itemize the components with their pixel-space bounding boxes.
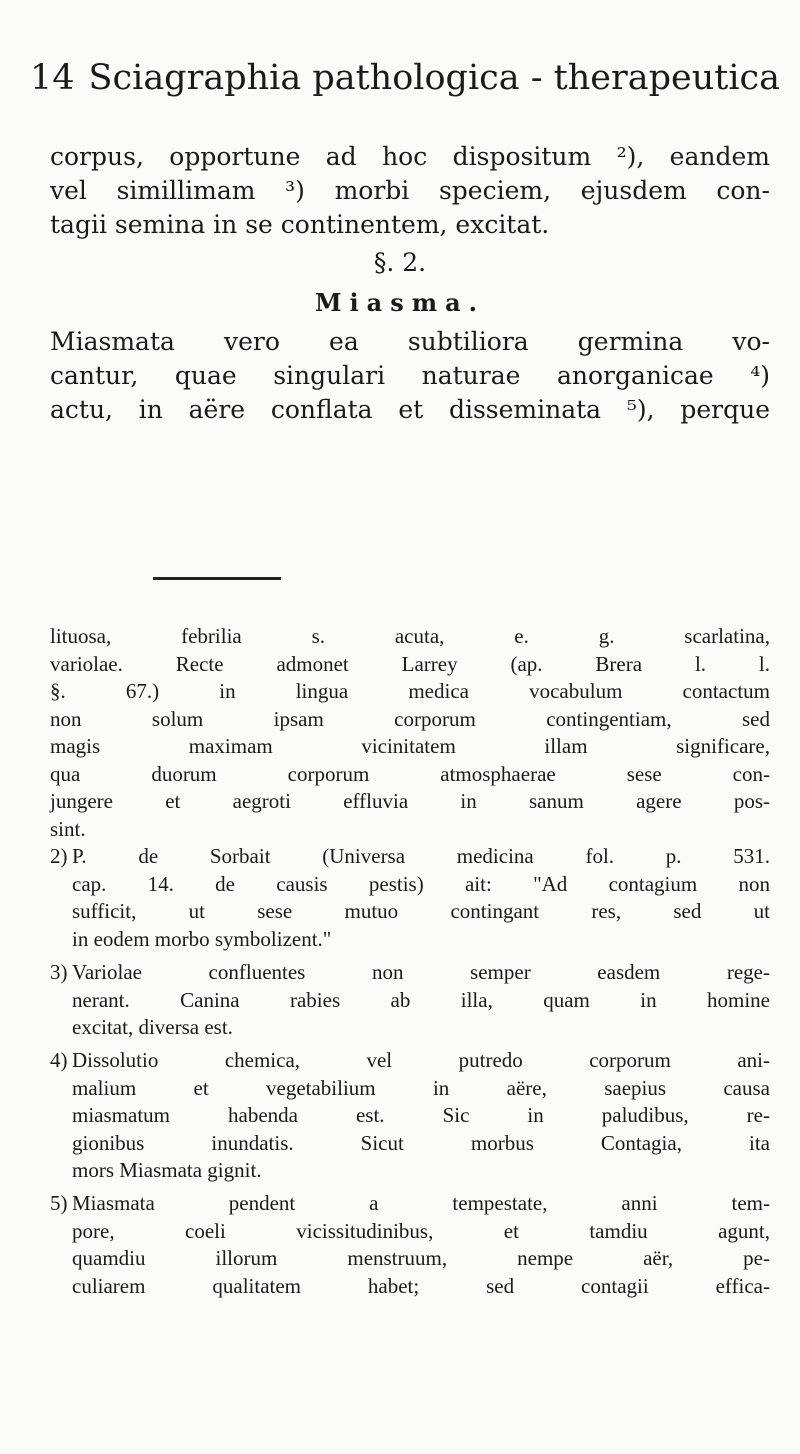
note-line: §. 67.) in lingua medica vocabulum contactum <box>50 679 770 703</box>
section-heading: Miasma. <box>314 288 486 317</box>
note-line: qua duorum corporum atmosphaerae sese con- <box>50 761 770 786</box>
paragraph-2 <box>50 325 770 427</box>
footnote-number: 5) <box>50 1191 68 1215</box>
note-line: jungere et aegroti effluvia in sanum agere pos- <box>50 789 770 813</box>
footnote-2 <box>50 843 770 953</box>
footnote-5 <box>50 1190 770 1300</box>
note-line: malium et vegetabilium in aëre, saepius causa <box>72 1075 770 1100</box>
running-title: Sciagraphia pathologica - therapeutica <box>88 58 780 98</box>
note-line: mors Miasmata gignit. <box>72 1158 262 1182</box>
text-line: Miasmata vero ea subtiliora germina vo- <box>50 327 770 356</box>
note-line: Variolae confluentes non semper easdem rege- <box>72 960 770 984</box>
note-line: quamdiu illorum menstruum, nempe aër, pe- <box>72 1246 770 1270</box>
note-line: cap. 14. de causis pestis) ait: "Ad contagium non <box>72 871 770 896</box>
note-line: sufficit, ut sese mutuo contingant res, sed ut <box>72 899 770 923</box>
note-line: P. de Sorbait (Universa medicina fol. p. 531. <box>72 844 770 868</box>
footnote-4 <box>50 1047 770 1185</box>
note-line: non solum ipsam corporum contingentiam, sed <box>50 706 770 731</box>
note-line: magis maximam vicinitatem illam significare, <box>50 734 770 758</box>
page-number: 14 <box>30 58 75 98</box>
note-line: sint. <box>50 816 86 841</box>
note-line: Miasmata pendent a tempestate, anni tem- <box>72 1191 770 1215</box>
footnote-separator <box>153 577 281 580</box>
section-sign: §. 2. <box>373 248 427 277</box>
note-line: gionibus inundatis. Sicut morbus Contagia, ita <box>72 1130 770 1155</box>
footnote-number: 4) <box>50 1048 68 1072</box>
footnote-number: 2) <box>50 844 68 868</box>
text-line: tagii semina in se continentem, excitat. <box>50 210 550 239</box>
note-line: pore, coeli vicissitudinibus, et tamdiu agunt, <box>72 1218 770 1243</box>
note-line: miasmatum habenda est. Sic in paludibus, re- <box>72 1103 770 1127</box>
text-line: actu, in aëre conflata et disseminata ⁵), perque <box>50 395 770 424</box>
note-line: excitat, diversa est. <box>72 1015 233 1039</box>
footnote-1-continued <box>50 623 770 843</box>
footnote-number: 3) <box>50 960 68 984</box>
text-line: vel simillimam ³) morbi speciem, ejusdem con- <box>50 176 770 205</box>
paragraph-1 <box>50 140 770 242</box>
note-line: culiarem qualitatem habet; sed contagii effica- <box>72 1273 770 1298</box>
note-line: lituosa, febrilia s. acuta, e. g. scarlatina, <box>50 624 770 648</box>
text-line: corpus, opportune ad hoc dispositum ²), eandem <box>50 142 770 171</box>
text-line: cantur, quae singulari naturae anorganicae ⁴) <box>50 361 770 390</box>
page-header <box>30 58 780 98</box>
note-line: in eodem morbo symbolizent." <box>72 926 332 951</box>
note-line: Dissolutio chemica, vel putredo corporum ani- <box>72 1048 770 1072</box>
footnote-3 <box>50 959 770 1042</box>
note-line: nerant. Canina rabies ab illa, quam in homine <box>72 987 770 1012</box>
note-line: variolae. Recte admonet Larrey (ap. Brera l. l. <box>50 651 770 676</box>
